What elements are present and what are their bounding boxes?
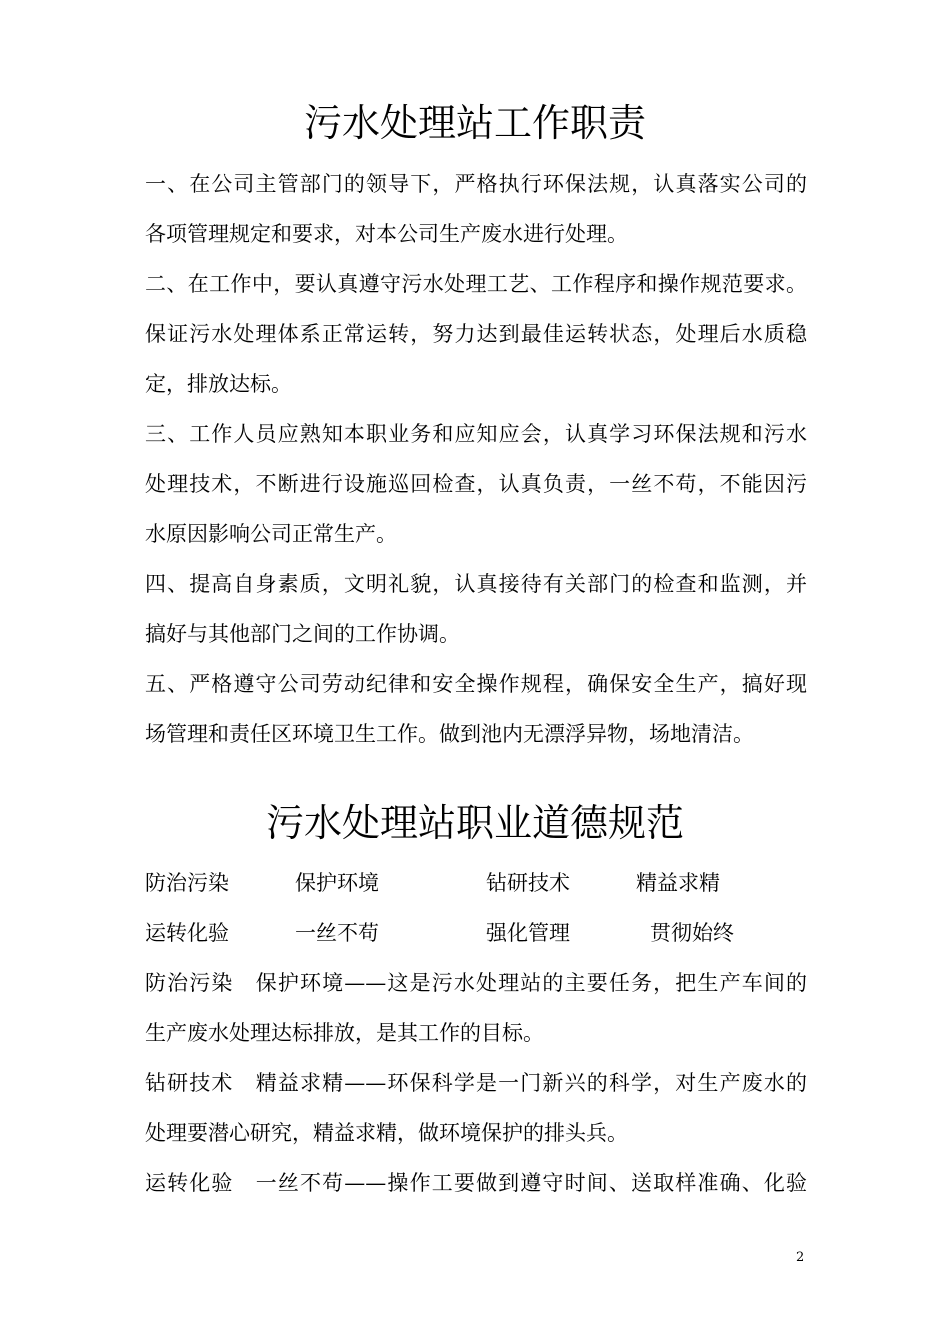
motto-cell: 精益求精 xyxy=(636,871,720,895)
paragraph-line: 运转化验 一丝不苟——操作工要做到遵守时间、送取样准确、化验 xyxy=(145,1171,807,1195)
page-number: 2 xyxy=(796,1250,805,1265)
paragraph-line: 钻研技术 精益求精——环保科学是一门新兴的科学，对生产废水的 xyxy=(145,1071,807,1095)
paragraph-line: 三、工作人员应熟知本职业务和应知应会，认真学习环保法规和污水 xyxy=(145,422,807,446)
paragraph-line: 四、提高自身素质，文明礼貌，认真接待有关部门的检查和监测，并 xyxy=(145,572,807,596)
motto-cell: 保护环境 xyxy=(295,871,379,895)
paragraph-line: 定，排放达标。 xyxy=(145,372,292,396)
paragraph-line: 防治污染 保护环境——这是污水处理站的主要任务，把生产车间的 xyxy=(145,971,807,995)
paragraph-line: 五、严格遵守公司劳动纪律和安全操作规程，确保安全生产，搞好现 xyxy=(145,672,807,696)
paragraph-line: 各项管理规定和要求，对本公司生产废水进行处理。 xyxy=(145,222,628,246)
paragraph-line: 搞好与其他部门之间的工作协调。 xyxy=(145,622,460,646)
section-title-duties: 污水处理站工作职责 xyxy=(303,101,646,145)
motto-cell: 运转化验 xyxy=(145,921,229,945)
paragraph-line: 二、在工作中，要认真遵守污水处理工艺、工作程序和操作规范要求。 xyxy=(145,272,807,296)
paragraph-line: 场管理和责任区环境卫生工作。做到池内无漂浮异物，场地清洁。 xyxy=(145,722,754,746)
paragraph-line: 保证污水处理体系正常运转，努力达到最佳运转状态，处理后水质稳 xyxy=(145,322,807,346)
paragraph-line: 一、在公司主管部门的领导下，严格执行环保法规，认真落实公司的 xyxy=(145,172,807,196)
paragraph-line: 处理要潜心研究，精益求精，做环境保护的排头兵。 xyxy=(145,1121,628,1145)
paragraph-line: 水原因影响公司正常生产。 xyxy=(145,522,397,546)
motto-cell: 贯彻始终 xyxy=(650,921,734,945)
paragraph-line: 处理技术，不断进行设施巡回检查，认真负责，一丝不苟，不能因污 xyxy=(145,472,807,496)
motto-cell: 强化管理 xyxy=(486,921,570,945)
motto-cell: 一丝不苟 xyxy=(295,921,379,945)
motto-cell: 防治污染 xyxy=(145,871,229,895)
paragraph-line: 生产废水处理达标排放，是其工作的目标。 xyxy=(145,1021,544,1045)
section-title-ethics: 污水处理站职业道德规范 xyxy=(265,801,684,845)
motto-cell: 钻研技术 xyxy=(486,871,570,895)
